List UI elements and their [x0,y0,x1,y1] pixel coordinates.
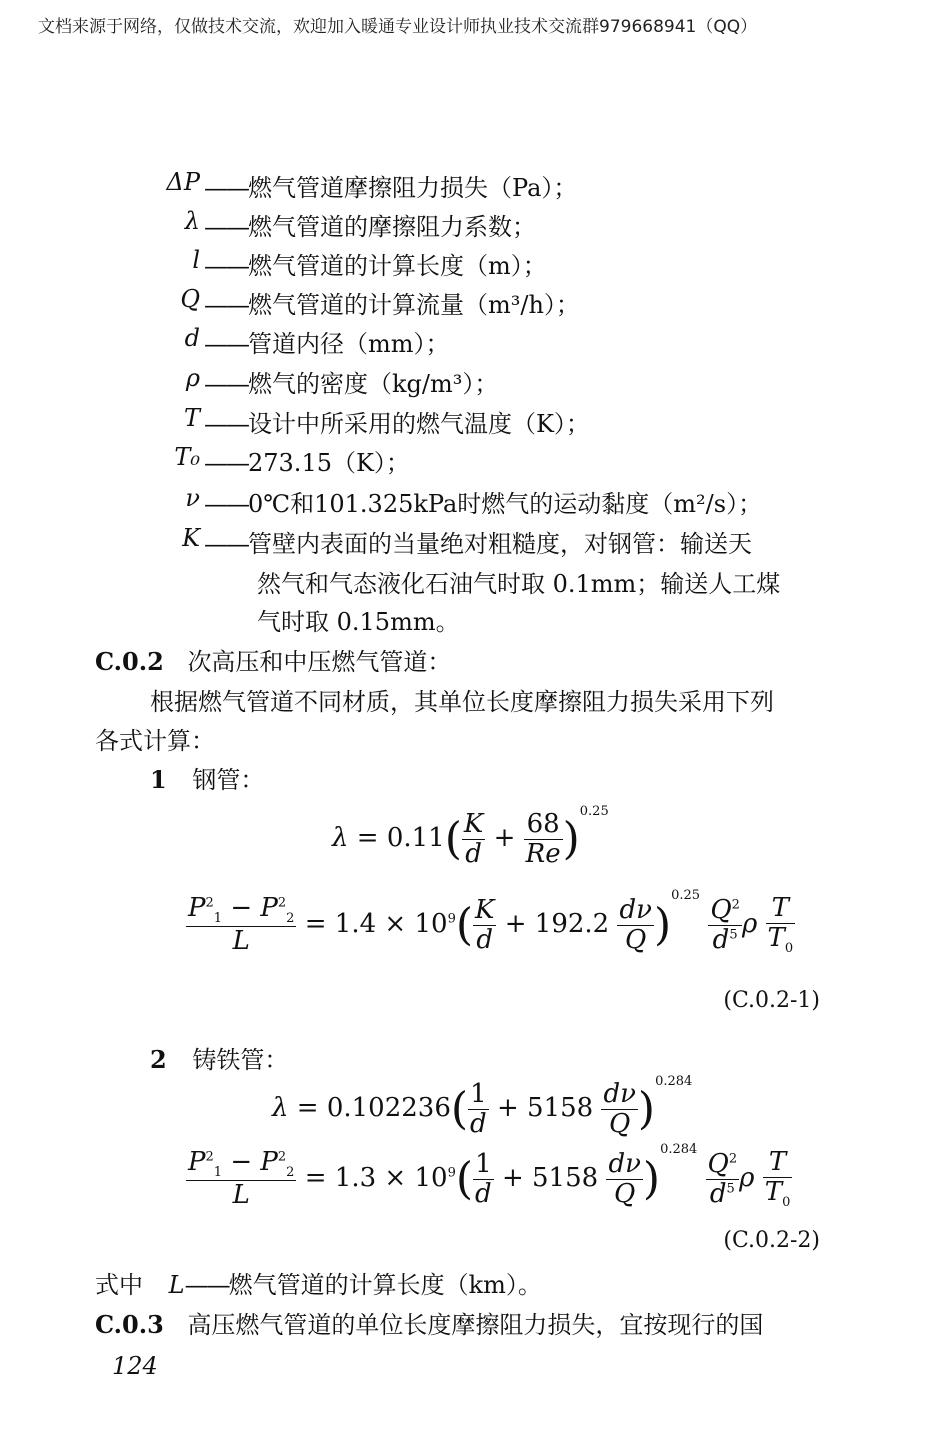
def-row: T₀ ——273.15（K）； [174,443,410,477]
where-clause: 式中 L——燃气管道的计算长度（km）。 [95,1271,542,1299]
section-title: 次高压和中压燃气管道： [187,648,452,676]
def-row: K ——管壁内表面的当量绝对粗糙度，对钢管：输送天 [182,524,752,558]
equation-lambda-steel: λ = 0.11( $\frac{K}{d}$ + $\frac{68}{Re}$ )$^{0.25}$ [332,804,609,869]
header-note: 文档来源于网络，仅做技术交流，欢迎加入暖通专业设计师执业技术交流群979668941（QQ） [38,17,758,37]
section-c02-heading [95,642,451,677]
def-row: ν ——0℃和101.325kPa时燃气的运动黏度（m²/s）； [185,484,763,518]
def-text: 燃气管道摩擦阻力损失（Pa）； [248,174,578,202]
list-item: 1 钢管： [150,765,265,794]
paragraph: 各式计算： [95,727,215,755]
def-continuation: 气时取 0.15mm。 [257,608,460,636]
def-symbol: ΔP [166,168,200,196]
section-c03: C.0.3 高压燃气管道的单位长度摩擦阻力损失，宜按现行的国 [95,1310,764,1339]
def-row: T ——设计中所采用的燃气温度（K）； [183,404,590,438]
equation-pressure-cast-iron: $\frac{P^2_1 - P^2_2}{L}$ = $1.3 \times 10^9$( $\frac{1}{d}$ + 5158 $\frac{d\nu}{Q}$ )$^{0.284}$ $\frac{Q^2}{d^5}$ ρ $\frac{T}{T_0}$ [188,1142,791,1211]
list-item: 2 铸铁管： [150,1045,289,1074]
page-number: 124 [112,1352,158,1380]
def-row: ΔP ——燃气管道摩擦阻力损失（Pa）； [120,168,577,203]
def-row: λ ——燃气管道的摩擦阻力系数； [184,207,536,241]
equation-number: (C.0.2-2) [723,1228,820,1253]
def-row: l ——燃气管道的计算长度（m）； [192,246,547,280]
equation-lambda-cast-iron: λ = 0.102236( $\frac{1}{d}$ + 5158 $\frac{d\nu}{Q}$ )$^{0.284}$ [272,1074,693,1139]
equation-pressure-steel: $\frac{P^2_1 - P^2_2}{L}$ = $1.4 \times 10^9$( $\frac{K}{d}$ + 192.2 $\frac{d\nu}{Q}$ )$^{0.25}$ $\frac{Q^2}{d^5}$ ρ $\frac{T}{T_0}$ [188,888,794,957]
section-number: C.0.2 [95,647,164,676]
def-continuation: 然气和气态液化石油气时取 0.1mm；输送人工煤 [257,570,781,598]
def-row: d ——管道内径（mm）； [184,324,450,358]
def-row: ρ ——燃气的密度（kg/m³）； [185,364,499,398]
paragraph: 根据燃气管道不同材质，其单位长度摩擦阻力损失采用下列 [150,688,774,716]
section-number: C.0.3 [95,1310,164,1339]
def-row: Q ——燃气管道的计算流量（m³/h）； [180,285,580,319]
equation-number: (C.0.2-1) [723,988,820,1013]
